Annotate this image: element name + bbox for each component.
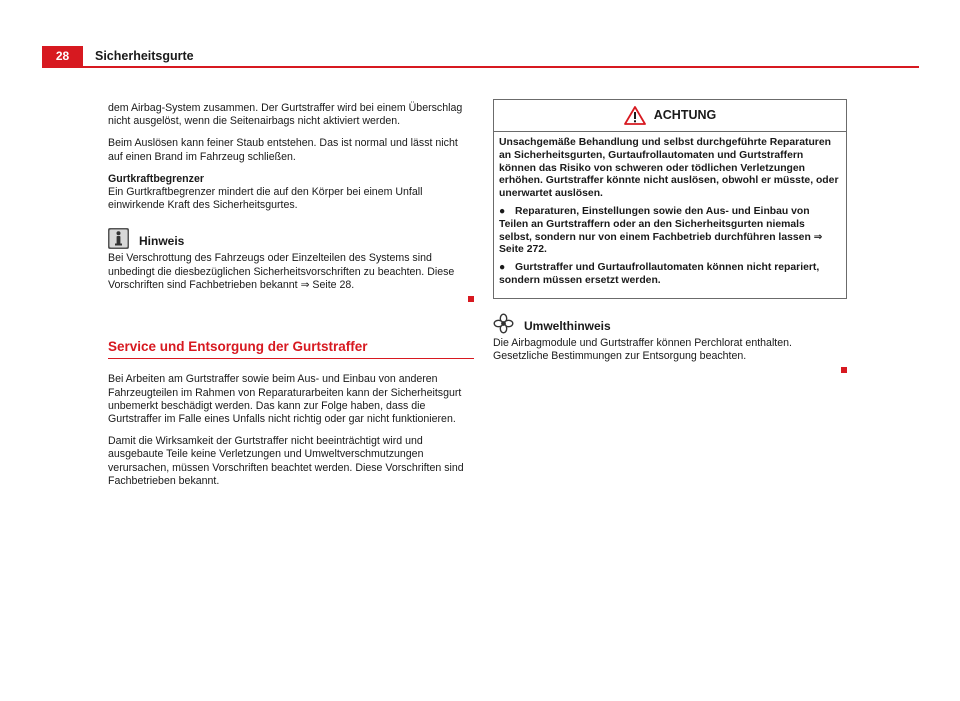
paragraph-wirksamkeit: Damit die Wirksamkeit der Gurtstraffer nicht beeinträchtigt wird und ausgebaute Teile keine Verletzungen und Umweltverschmutzungen verursachen, müssen Vorschriften beachtet werden. Diese Vorschriften sind Fachbetrieben bekannt. [108, 435, 464, 487]
note-header [108, 228, 474, 249]
warning-body [494, 132, 846, 298]
info-note-icon [108, 228, 129, 249]
paragraph-staub: Beim Auslösen kann feiner Staub entstehen. Das ist normal und lässt nicht auf einen Brand im Fahrzeug schließen. [108, 137, 458, 163]
bullet-icon: ● [499, 205, 506, 217]
warning-bullet-text: Gurtstraffer und Gurtaufrollautomaten können nicht repariert, sondern müssen ersetzt werden. [499, 262, 820, 286]
end-marker-icon [841, 367, 847, 373]
warning-bullet-text: Reparaturen, Einstellungen sowie den Aus- und Einbau von Teilen an Gurtstraffern oder an den Sicherheitsgurten niemals selbst, sondern nur von einem Fachbetrieb durchführen lassen ⇒ Seite 272. [499, 205, 823, 256]
note-label: Hinweis [139, 234, 185, 249]
end-marker-row [493, 364, 847, 377]
environment-note-header [493, 313, 847, 334]
warning-bullet-item [499, 262, 839, 288]
section-title-service: Service und Entsorgung der Gurtstraffer [108, 340, 474, 359]
header-rule [42, 66, 919, 68]
page-header-title: Sicherheitsgurte [95, 49, 194, 63]
warning-intro: Unsachgemäße Behandlung und selbst durchgeführte Reparaturen an Sicherheitsgurten, Gurtaufrollautomaten und Gurtstraffern können das Risiko von schweren oder tödlichen Verletzungen erhöhen. Gurtstraffer könnte nicht auslösen, obwohl er müsste, oder unerwartet auslösen. [499, 137, 839, 200]
end-marker-icon [468, 296, 474, 302]
warning-box [493, 99, 847, 299]
subheading-gurtkraftbegrenzer: Gurtkraftbegrenzer [108, 172, 204, 185]
warning-header [494, 100, 846, 132]
warning-triangle-icon [624, 106, 646, 125]
bullet-icon: ● [499, 262, 506, 274]
warning-label: ACHTUNG [653, 107, 717, 122]
paragraph-gurtkraftbegrenzer: Ein Gurtkraftbegrenzer mindert die auf den Körper bei einem Unfall einwirkende Kraft des Sicherheitsgurtes. [108, 186, 423, 212]
end-marker-row [108, 293, 474, 306]
page-number: 28 [42, 46, 83, 67]
paragraph-airbag-system: dem Airbag-System zusammen. Der Gurtstraffer wird bei einem Überschlag nicht ausgelöst, wenn die Seitenairbags nicht aktiviert werden. [108, 102, 463, 128]
paragraph-service: Bei Arbeiten am Gurtstraffer sowie beim Aus- und Einbau von anderen Fahrzeugteilen im Rahmen von Reparaturarbeiten kann der Sicherheitsgurt unbemerkt beschädigt werden. Das kann zur Folge haben, dass die Gurtstraffer im Falle eines Unfalls nicht richtig oder gar nicht funktionieren. [108, 373, 462, 426]
right-column [493, 99, 847, 377]
environment-note-text: Die Airbagmodule und Gurtstraffer können Perchlorat enthalten. Gesetzliche Bestimmungen zur Entsorgung beachten. [493, 336, 792, 362]
environment-note-label: Umwelthinweis [524, 318, 611, 333]
left-column [108, 102, 474, 497]
flower-environment-icon [493, 313, 514, 334]
warning-bullet-item [499, 206, 839, 257]
note-text: Bei Verschrottung des Fahrzeugs oder Einzelteilen des Systems sind unbedingt die diesbezüglichen Sicherheitsvorschriften zu beachten. Diese Vorschriften sind Fachbetrieben bekannt ⇒ Seite 28. [108, 252, 455, 291]
